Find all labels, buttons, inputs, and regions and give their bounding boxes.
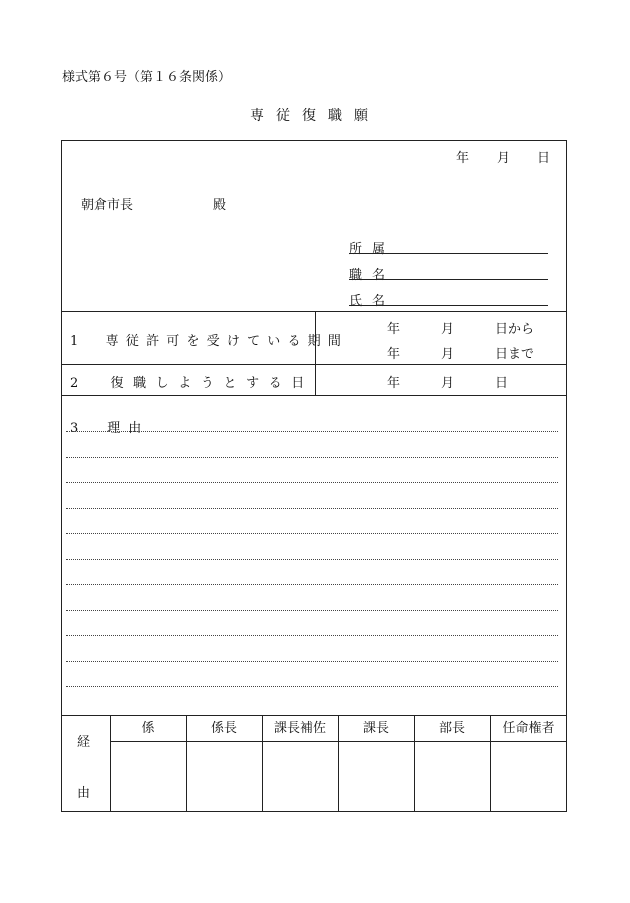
routing-column-header: 係	[141, 721, 155, 736]
routing-column-header: 係長	[210, 721, 237, 736]
period-to-year: 年	[387, 347, 401, 362]
return-date-label: 2 復職しようとする日	[70, 376, 314, 391]
reason-line[interactable]	[66, 661, 558, 662]
document-title: 専従復職願	[250, 108, 380, 124]
reason-line[interactable]	[66, 533, 558, 534]
period-to-month: 月	[441, 347, 455, 362]
name-field[interactable]	[349, 305, 548, 306]
routing-stamp-cell[interactable]	[187, 742, 262, 811]
return-day: 日	[495, 376, 509, 391]
reason-line[interactable]	[66, 686, 558, 687]
addressee: 朝倉市長	[81, 198, 134, 213]
period-to-day: 日まで	[495, 347, 535, 362]
affiliation-field[interactable]	[349, 253, 548, 254]
reason-line[interactable]	[66, 584, 558, 585]
divider-address-period	[61, 311, 567, 312]
honorific: 殿	[213, 198, 227, 213]
routing-column-header: 任命権者	[502, 721, 555, 736]
period-from-day: 日から	[495, 322, 535, 337]
name-label: 氏名	[349, 294, 396, 309]
divider-period-return	[61, 364, 567, 365]
position-label: 職名	[349, 268, 396, 283]
reason-line[interactable]	[66, 559, 558, 560]
period-label: 1 専従許可を受けている期間	[70, 334, 349, 349]
form-frame	[61, 140, 567, 812]
routing-stamp-cell[interactable]	[339, 742, 414, 811]
position-field[interactable]	[349, 279, 548, 280]
reason-line[interactable]	[66, 508, 558, 509]
reason-line[interactable]	[66, 610, 558, 611]
affiliation-label: 所属	[349, 242, 396, 257]
routing-column-header: 部長	[438, 721, 465, 736]
date-month-unit: 月	[497, 151, 511, 166]
period-from-month: 月	[441, 322, 455, 337]
date-year-unit: 年	[456, 151, 470, 166]
return-month: 月	[441, 376, 455, 391]
form-number: 様式第６号（第１６条関係）	[62, 70, 232, 85]
routing-stamp-cell[interactable]	[415, 742, 490, 811]
reason-line[interactable]	[66, 431, 558, 432]
date-day-unit: 日	[537, 151, 551, 166]
reason-label: 3 理由	[70, 421, 150, 436]
reason-line[interactable]	[66, 482, 558, 483]
routing-column-header: 課長	[362, 721, 389, 736]
routing-stamp-cell[interactable]	[111, 742, 186, 811]
reason-line[interactable]	[66, 635, 558, 636]
routing-label-bottom: 由	[77, 786, 91, 801]
routing-stamp-cell[interactable]	[263, 742, 338, 811]
divider-return-reason	[61, 395, 567, 396]
divider-label-value	[315, 311, 316, 395]
reason-line[interactable]	[66, 457, 558, 458]
routing-stamp-cell[interactable]	[491, 742, 566, 811]
period-from-year: 年	[387, 322, 401, 337]
routing-label-top: 経	[77, 735, 91, 750]
routing-column-header: 課長補佐	[273, 721, 326, 736]
return-year: 年	[387, 376, 401, 391]
